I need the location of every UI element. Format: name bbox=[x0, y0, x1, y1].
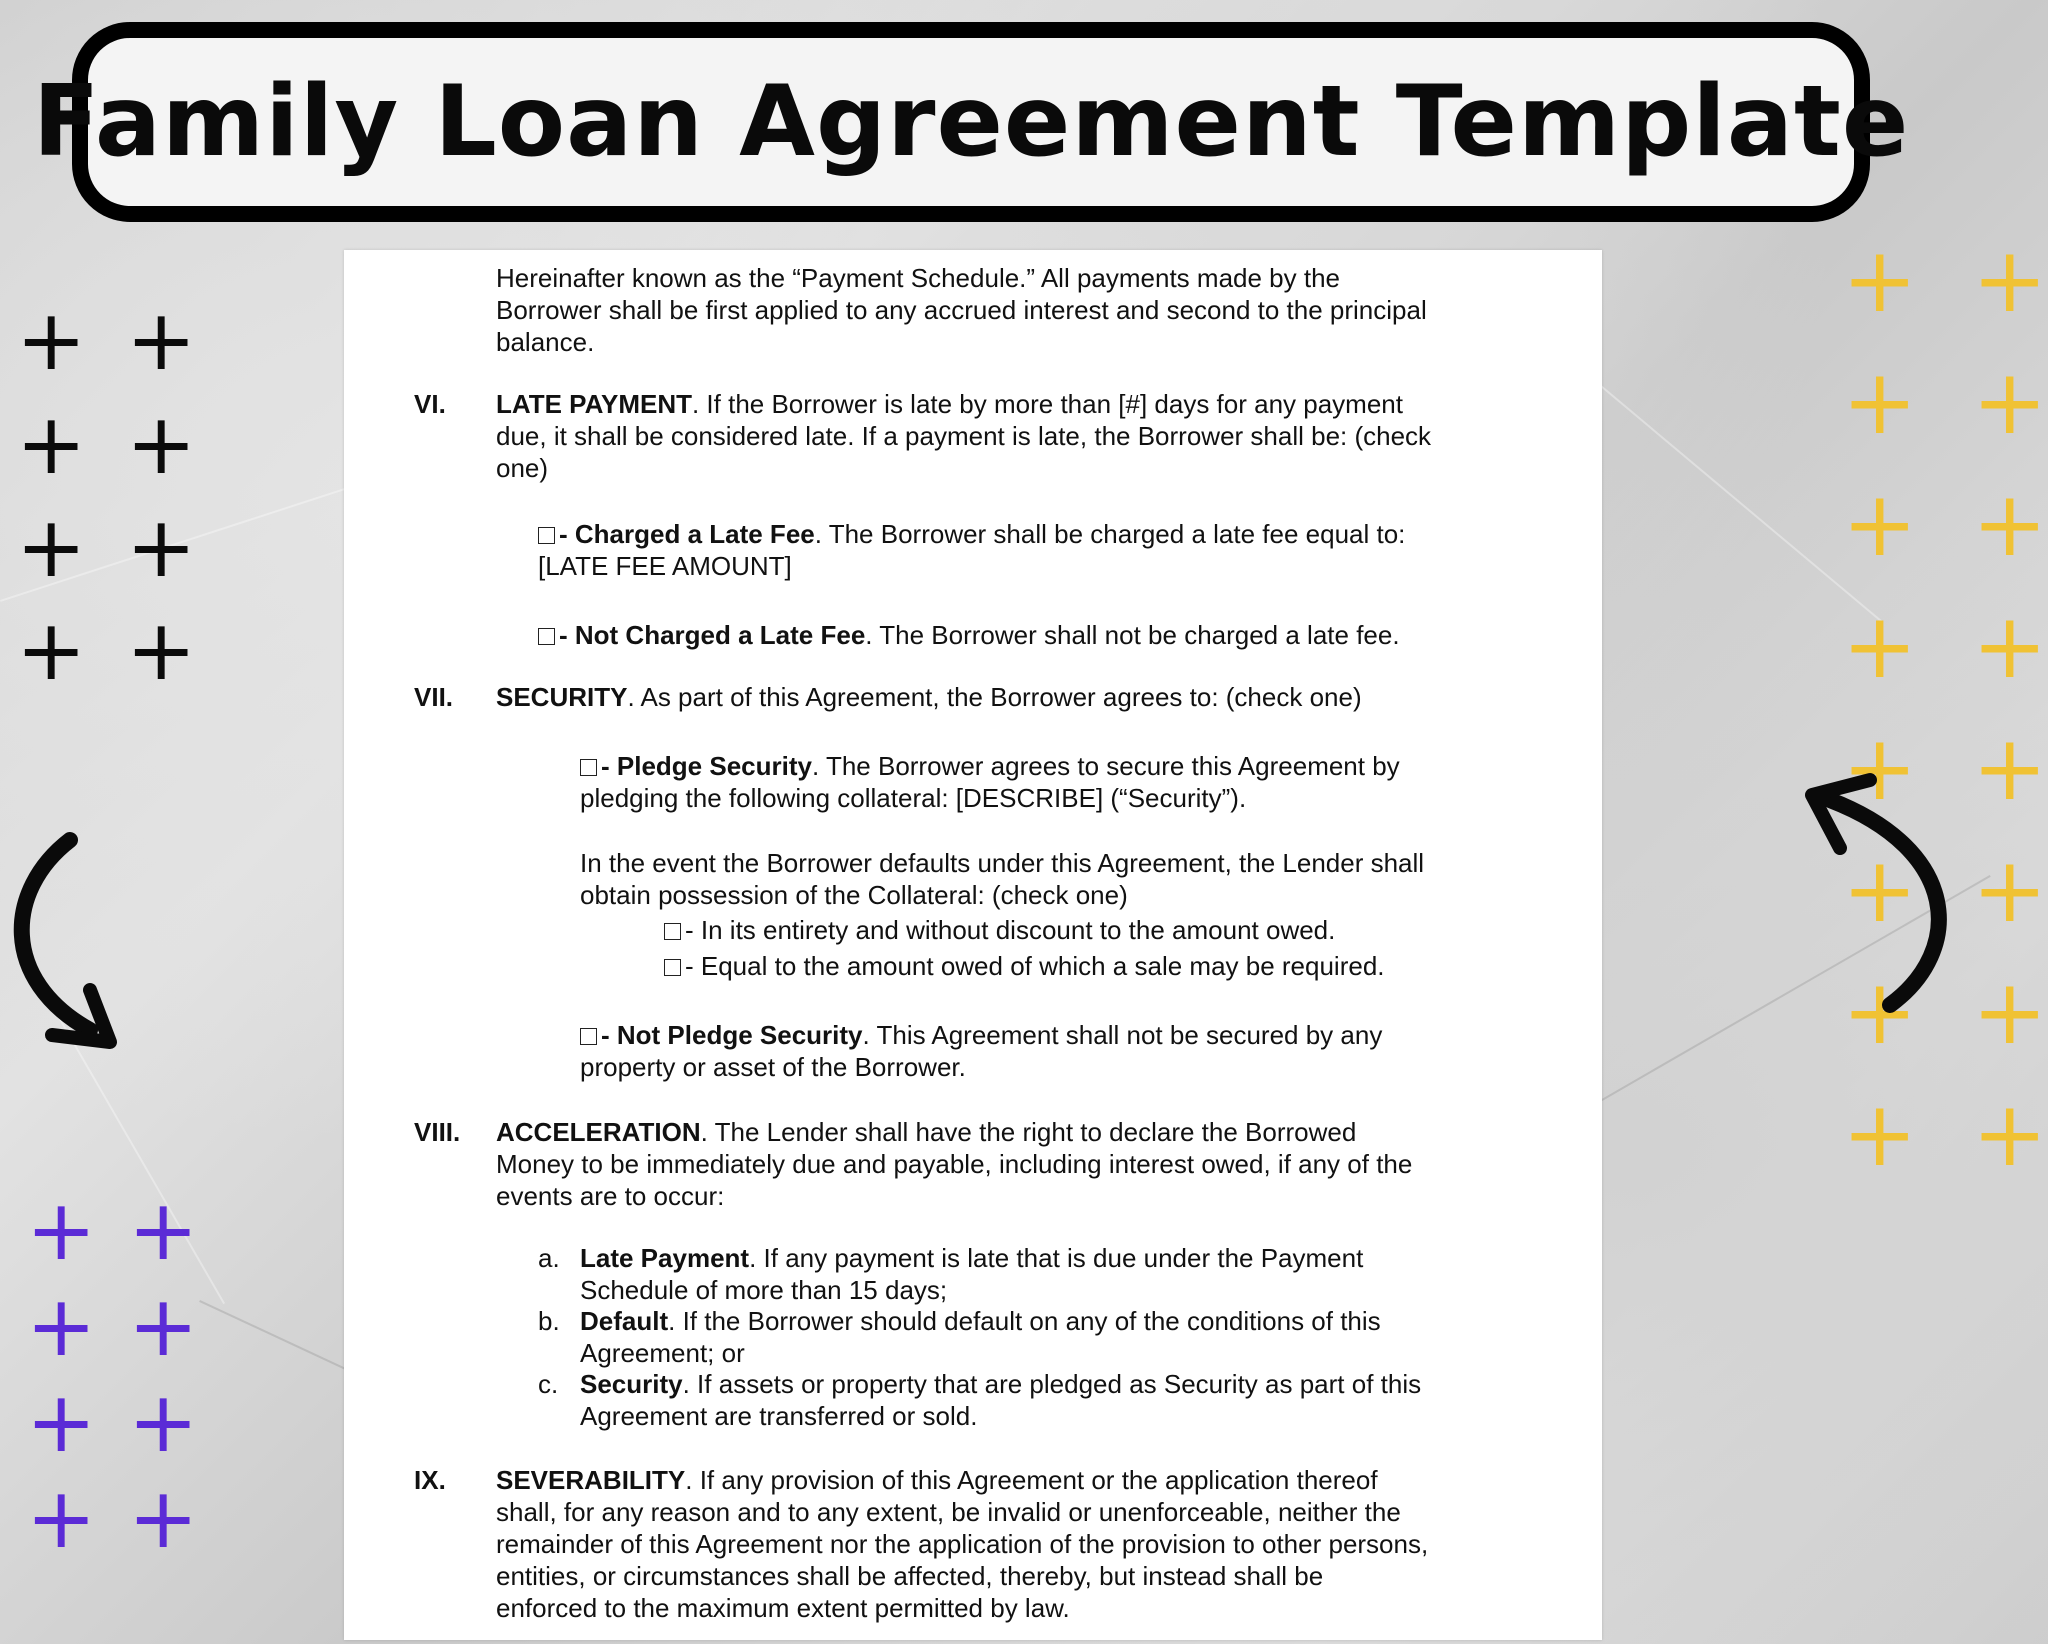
plus-icon: + bbox=[1842, 838, 1918, 943]
plus-icon: + bbox=[128, 1277, 199, 1375]
checkbox[interactable] bbox=[580, 1028, 597, 1045]
option-heading: - Not Charged a Late Fee bbox=[559, 620, 866, 650]
plus-icon: + bbox=[126, 498, 197, 596]
text-line: Schedule of more than 15 days; bbox=[580, 1275, 948, 1305]
plus-icon: + bbox=[1842, 1082, 1918, 1187]
plus-icon: + bbox=[1842, 472, 1918, 577]
plus-icon: + bbox=[1972, 960, 2048, 1065]
text-line: enforced to the maximum extent permitted by law. bbox=[496, 1593, 1070, 1623]
list-item-heading: Late Payment bbox=[580, 1243, 750, 1273]
plus-icon: + bbox=[1842, 228, 1918, 333]
plus-icon: + bbox=[1842, 594, 1918, 699]
text-line: . If the Borrower should default on any of the conditions of this bbox=[668, 1306, 1381, 1336]
checkbox[interactable] bbox=[538, 628, 555, 645]
list-item bbox=[580, 1368, 1421, 1432]
plus-icon: + bbox=[1972, 1082, 2048, 1187]
plus-icon: + bbox=[26, 1181, 97, 1279]
plus-icon: + bbox=[26, 1469, 97, 1567]
text-line: - Equal to the amount owed of which a sale may be required. bbox=[685, 951, 1385, 981]
default-event-paragraph bbox=[580, 847, 1424, 911]
list-item-heading: Security bbox=[580, 1369, 683, 1399]
text-line: due, it shall be considered late. If a payment is late, the Borrower shall be: (check bbox=[496, 421, 1432, 451]
plus-icon: + bbox=[1972, 472, 2048, 577]
section-number: VII. bbox=[414, 682, 454, 712]
plus-icon: + bbox=[1972, 228, 2048, 333]
text-line: . If the Borrower is late by more than [#] days for any payment bbox=[691, 389, 1403, 419]
checkbox[interactable] bbox=[664, 959, 681, 976]
section-late-payment bbox=[496, 388, 1431, 484]
section-number: IX. bbox=[414, 1465, 446, 1495]
list-marker: b. bbox=[538, 1306, 560, 1336]
option-heading: - Not Pledge Security bbox=[601, 1020, 863, 1050]
text-line: entities, or circumstances shall be affected, thereby, but instead shall be bbox=[496, 1561, 1324, 1591]
plus-icon: + bbox=[1972, 350, 2048, 455]
list-marker: a. bbox=[538, 1243, 560, 1273]
text-line: . The Borrower agrees to secure this Agreement by bbox=[811, 751, 1400, 781]
text-line: balance. bbox=[496, 327, 595, 357]
text-line: . The Borrower shall not be charged a late fee. bbox=[865, 620, 1400, 650]
plus-icon: + bbox=[16, 291, 87, 389]
plus-icon: + bbox=[16, 601, 87, 699]
section-acceleration bbox=[496, 1116, 1412, 1212]
plus-icon: + bbox=[26, 1277, 97, 1375]
text-line: - In its entirety and without discount to the amount owed. bbox=[685, 915, 1336, 945]
text-line: remainder of this Agreement nor the application of the provision to other persons, bbox=[496, 1529, 1429, 1559]
plus-icon: + bbox=[126, 395, 197, 493]
plus-icon: + bbox=[126, 601, 197, 699]
text-line: [LATE FEE AMOUNT] bbox=[538, 551, 792, 581]
plus-icon: + bbox=[126, 291, 197, 389]
plus-icon: + bbox=[1972, 594, 2048, 699]
section-number: VI. bbox=[414, 389, 446, 419]
checkbox[interactable] bbox=[664, 923, 681, 940]
plus-icon: + bbox=[128, 1469, 199, 1567]
list-item bbox=[580, 1242, 1363, 1306]
plus-icon: + bbox=[1842, 960, 1918, 1065]
text-line: . If any payment is late that is due under the Payment bbox=[749, 1243, 1364, 1273]
section-heading: SECURITY bbox=[496, 682, 628, 712]
option-not-pledge-security bbox=[580, 1019, 1382, 1083]
plus-icon: + bbox=[1842, 350, 1918, 455]
text-line: . The Lender shall have the right to declare the Borrowed bbox=[700, 1117, 1357, 1147]
curved-arrow-left-icon bbox=[0, 830, 140, 1060]
title-banner bbox=[32, 22, 1910, 222]
text-line: Agreement; or bbox=[580, 1338, 745, 1368]
text-line: In the event the Borrower defaults under this Agreement, the Lender shall bbox=[580, 848, 1425, 878]
option-not-charged-late-fee bbox=[538, 619, 1400, 651]
plus-icon: + bbox=[1972, 838, 2048, 943]
text-line: Money to be immediately due and payable, including interest owed, if any of the bbox=[496, 1149, 1413, 1179]
text-line: Hereinafter known as the “Payment Schedule.” All payments made by the bbox=[496, 263, 1340, 293]
plus-icon: + bbox=[128, 1373, 199, 1471]
text-line: . The Borrower shall be charged a late fee equal to: bbox=[814, 519, 1406, 549]
plus-icon: + bbox=[1842, 716, 1918, 821]
section-heading: LATE PAYMENT bbox=[496, 389, 692, 419]
text-line: shall, for any reason and to any extent, be invalid or unenforceable, neither the bbox=[496, 1497, 1401, 1527]
plus-icon: + bbox=[26, 1373, 97, 1471]
section-heading: ACCELERATION bbox=[496, 1117, 701, 1147]
text-line: . If assets or property that are pledged as Security as part of this bbox=[682, 1369, 1422, 1399]
plus-icon: + bbox=[16, 395, 87, 493]
option-charged-late-fee bbox=[538, 518, 1405, 582]
text-line: Borrower shall be first applied to any accrued interest and second to the principal bbox=[496, 295, 1427, 325]
plus-icon: + bbox=[128, 1181, 199, 1279]
plus-icon: + bbox=[1972, 716, 2048, 821]
checkbox[interactable] bbox=[538, 527, 555, 544]
list-item-heading: Default bbox=[580, 1306, 669, 1336]
text-line: property or asset of the Borrower. bbox=[580, 1052, 966, 1082]
section-security bbox=[496, 681, 1362, 713]
option-pledge-security bbox=[580, 750, 1400, 814]
text-line: pledging the following collateral: [DESCRIBE] (“Security”). bbox=[580, 783, 1247, 813]
text-line: Agreement are transferred or sold. bbox=[580, 1401, 978, 1431]
option-heading: - Pledge Security bbox=[601, 751, 812, 781]
curved-arrow-right-icon bbox=[1790, 760, 1970, 1020]
list-marker: c. bbox=[538, 1369, 559, 1399]
sub-option-equal-amount bbox=[664, 950, 1385, 982]
text-line: obtain possession of the Collateral: (check one) bbox=[580, 880, 1128, 910]
text-line: . As part of this Agreement, the Borrower agrees to: (check one) bbox=[627, 682, 1362, 712]
page-title: Family Loan Agreement Template bbox=[32, 65, 1910, 179]
text-line: events are to occur: bbox=[496, 1181, 725, 1211]
list-item bbox=[580, 1305, 1381, 1369]
section-severability bbox=[496, 1464, 1428, 1624]
text-line: one) bbox=[496, 453, 549, 483]
text-line: . This Agreement shall not be secured by any bbox=[862, 1020, 1383, 1050]
option-heading: - Charged a Late Fee bbox=[559, 519, 815, 549]
section-heading: SEVERABILITY bbox=[496, 1465, 686, 1495]
sub-option-entirety bbox=[664, 914, 1335, 946]
section-number: VIII. bbox=[414, 1117, 461, 1147]
plus-icon: + bbox=[16, 498, 87, 596]
document-page bbox=[344, 250, 1602, 1640]
intro-paragraph bbox=[496, 262, 1427, 358]
text-line: . If any provision of this Agreement or the application thereof bbox=[685, 1465, 1378, 1495]
checkbox[interactable] bbox=[580, 759, 597, 776]
